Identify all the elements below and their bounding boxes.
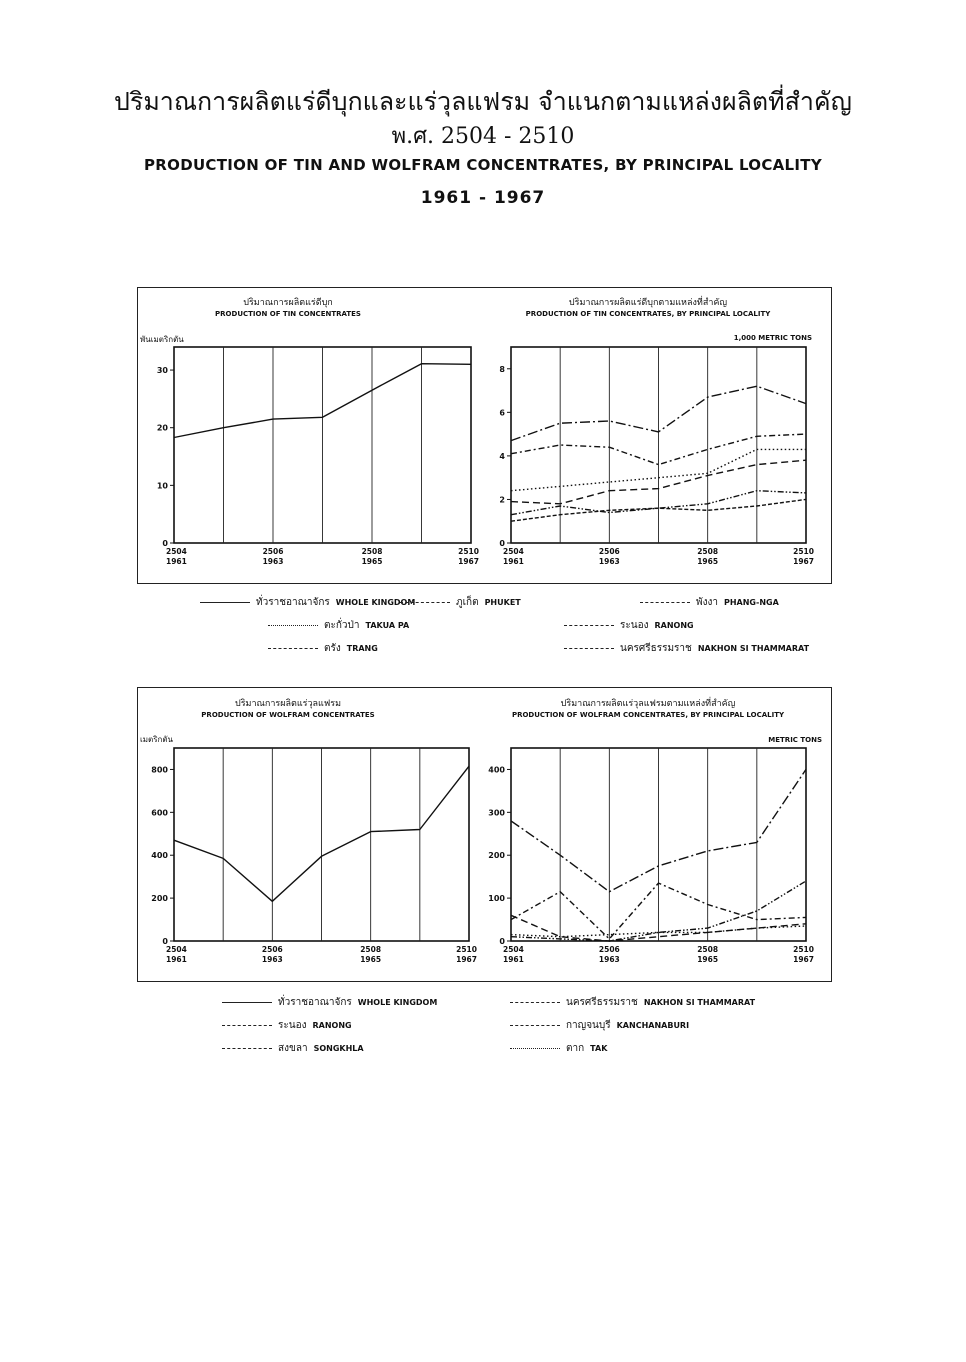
legend-label-thai: นครศรีธรรมราช	[620, 642, 692, 654]
legend-label-english: SONGKHLA	[313, 1043, 364, 1053]
y-tick-label: 300	[488, 808, 505, 818]
y-tick-label: 400	[488, 765, 505, 775]
legend-item	[564, 640, 809, 656]
legend-line-swatch	[510, 1002, 560, 1003]
chart-title: PRODUCTION OF TIN CONCENTRATES	[215, 310, 361, 318]
x-tick-label-ce: 1965	[697, 557, 719, 566]
x-tick-label-ce: 1961	[503, 557, 524, 566]
legend-label-english: WHOLE KINGDOM	[335, 597, 416, 607]
x-tick-label-ce: 1967	[458, 557, 479, 566]
legend-label-english: TRANG	[346, 643, 378, 653]
legend-item	[268, 617, 409, 633]
legend-label-english: TAK	[590, 1043, 608, 1053]
legend-item	[268, 640, 378, 656]
x-tick-label-ce: 1961	[166, 557, 187, 566]
y-tick-label: 30	[156, 366, 168, 376]
unit-label: พันเมตริกตัน	[140, 335, 184, 344]
y-tick-label: 200	[151, 894, 168, 904]
legend-line-swatch	[268, 625, 318, 626]
tin-charts-svg	[138, 288, 831, 583]
x-tick-label-ce: 1961	[503, 955, 524, 964]
y-tick-label: 0	[162, 539, 168, 548]
y-tick-label: 0	[162, 937, 168, 946]
legend-label-thai: ตาก	[566, 1042, 585, 1054]
y-tick-label: 2	[499, 495, 505, 505]
legend-label-thai: กาญจนบุรี	[566, 1019, 611, 1031]
legend-label-english: PHANG-NGA	[723, 597, 779, 607]
unit-label: เมตริกตัน	[140, 735, 174, 744]
x-tick-label-be: 2504	[503, 547, 524, 556]
legend-label-thai: ทั่วราชอาณาจักร	[278, 996, 352, 1008]
x-tick-label-be: 2504	[166, 547, 187, 556]
x-tick-label-ce: 1967	[456, 955, 477, 964]
x-tick-label-ce: 1963	[598, 557, 620, 566]
x-tick-label-ce: 1965	[360, 955, 382, 964]
legend-item	[222, 994, 437, 1010]
x-tick-label-be: 2508	[697, 547, 719, 556]
legend-line-swatch	[200, 602, 250, 603]
x-tick-label-be: 2510	[458, 547, 479, 556]
legend-item	[400, 594, 521, 610]
unit-label: METRIC TONS	[768, 736, 822, 744]
legend-line-swatch	[222, 1048, 272, 1049]
tin-legend	[0, 590, 966, 660]
chart-title-thai: ปริมาณการผลิตแร่ดีบุก	[243, 298, 333, 308]
chart-title: PRODUCTION OF WOLFRAM CONCENTRATES, BY PRINCIPAL LOCALITY	[511, 711, 785, 719]
y-tick-label: 0	[499, 539, 505, 548]
x-tick-label-be: 2510	[793, 945, 814, 954]
legend-label-english: NAKHON SI THAMMARAT	[643, 997, 756, 1007]
chart-title-thai: ปริมาณการผลิตแร่ดีบุกตามแหล่งที่สำคัญ	[568, 298, 728, 308]
x-tick-label-be: 2506	[261, 945, 283, 954]
thai-title: ปริมาณการผลิตแร่ดีบุกและแร่วุลแฟรม จำแนกตามแหล่งผลิตที่สำคัญ	[114, 87, 852, 116]
y-tick-label: 10	[156, 481, 168, 491]
wolfram-charts-svg	[138, 688, 831, 981]
legend-label-english: PHUKET	[484, 597, 521, 607]
legend-item	[640, 594, 779, 610]
legend-label-thai: นครศรีธรรมราช	[566, 996, 638, 1008]
legend-line-swatch	[510, 1048, 560, 1049]
legend-label-english: WHOLE KINGDOM	[357, 997, 438, 1007]
x-tick-label-ce: 1967	[793, 557, 814, 566]
x-tick-label-be: 2510	[456, 945, 477, 954]
chart-1	[499, 295, 814, 566]
x-tick-label-ce: 1965	[697, 955, 719, 964]
legend-line-swatch	[564, 648, 614, 649]
x-tick-label-ce: 1965	[361, 557, 383, 566]
thai-years: พ.ศ. 2504 - 2510	[391, 124, 575, 149]
unit-label: 1,000 METRIC TONS	[733, 334, 812, 342]
chart-2	[140, 698, 477, 964]
legend-label-english: RANONG	[654, 620, 694, 630]
legend-label-thai: ระนอง	[620, 619, 649, 631]
x-tick-label-be: 2506	[598, 945, 620, 954]
chart-title: PRODUCTION OF TIN CONCENTRATES, BY PRINCIPAL LOCALITY	[525, 310, 771, 318]
x-tick-label-be: 2508	[360, 945, 382, 954]
y-tick-label: 100	[488, 894, 505, 904]
x-tick-label-ce: 1963	[261, 955, 283, 964]
legend-line-swatch	[564, 625, 614, 626]
legend-label-english: RANONG	[312, 1020, 352, 1030]
y-tick-label: 600	[151, 808, 168, 818]
legend-label-thai: ตะกั่วป่า	[324, 619, 360, 631]
x-tick-label-be: 2508	[361, 547, 383, 556]
chart-title: PRODUCTION OF WOLFRAM CONCENTRATES	[201, 711, 375, 719]
chart-title-thai: ปริมาณการผลิตแร่วุลแฟรมตามแหล่งที่สำคัญ	[560, 699, 736, 709]
y-tick-label: 8	[499, 364, 505, 374]
legend-label-thai: พังงา	[696, 596, 718, 608]
legend-item	[222, 1040, 364, 1056]
chart-0	[140, 297, 479, 566]
x-tick-label-ce: 1967	[793, 955, 814, 964]
legend-label-thai: สงขลา	[278, 1042, 308, 1054]
y-tick-label: 400	[151, 851, 168, 861]
legend-label-thai: ระนอง	[278, 1019, 307, 1031]
y-tick-label: 200	[488, 851, 505, 861]
y-tick-label: 6	[499, 408, 505, 418]
wolfram-legend	[0, 990, 966, 1060]
english-years: 1961 - 1967	[420, 188, 546, 208]
legend-item	[510, 1040, 607, 1056]
legend-label-english: NAKHON SI THAMMARAT	[697, 643, 810, 653]
chart-3	[488, 696, 822, 964]
x-tick-label-be: 2506	[262, 547, 284, 556]
x-tick-label-ce: 1963	[598, 955, 620, 964]
english-title: PRODUCTION OF TIN AND WOLFRAM CONCENTRATES, BY PRINCIPAL LOCALITY	[144, 156, 822, 174]
legend-label-thai: ตรัง	[324, 642, 341, 654]
x-tick-label-be: 2510	[793, 547, 814, 556]
legend-item	[564, 617, 694, 633]
legend-line-swatch	[510, 1025, 560, 1026]
chart-title-thai: ปริมาณการผลิตแร่วุลแฟรม	[235, 699, 341, 709]
tin-charts-panel	[137, 287, 832, 584]
x-tick-label-be: 2508	[697, 945, 719, 954]
x-tick-label-ce: 1961	[166, 955, 187, 964]
x-tick-label-be: 2504	[166, 945, 187, 954]
legend-line-swatch	[222, 1025, 272, 1026]
legend-line-swatch	[222, 1002, 272, 1003]
wolfram-charts-panel	[137, 687, 832, 982]
y-tick-label: 4	[499, 451, 505, 461]
legend-item	[510, 994, 755, 1010]
legend-item	[222, 1017, 352, 1033]
legend-label-thai: ทั่วราชอาณาจักร	[256, 596, 330, 608]
legend-line-swatch	[400, 602, 450, 603]
legend-line-swatch	[640, 602, 690, 603]
y-tick-label: 800	[151, 765, 168, 775]
legend-label-english: TAKUA PA	[365, 620, 410, 630]
y-tick-label: 0	[499, 937, 505, 946]
legend-item	[510, 1017, 689, 1033]
y-tick-label: 20	[156, 423, 168, 433]
legend-label-thai: ภูเก็ต	[456, 596, 479, 608]
x-tick-label-ce: 1963	[262, 557, 284, 566]
legend-item	[200, 594, 415, 610]
x-tick-label-be: 2504	[503, 945, 524, 954]
legend-line-swatch	[268, 648, 318, 649]
legend-label-english: KANCHANABURI	[616, 1020, 690, 1030]
x-tick-label-be: 2506	[598, 547, 620, 556]
